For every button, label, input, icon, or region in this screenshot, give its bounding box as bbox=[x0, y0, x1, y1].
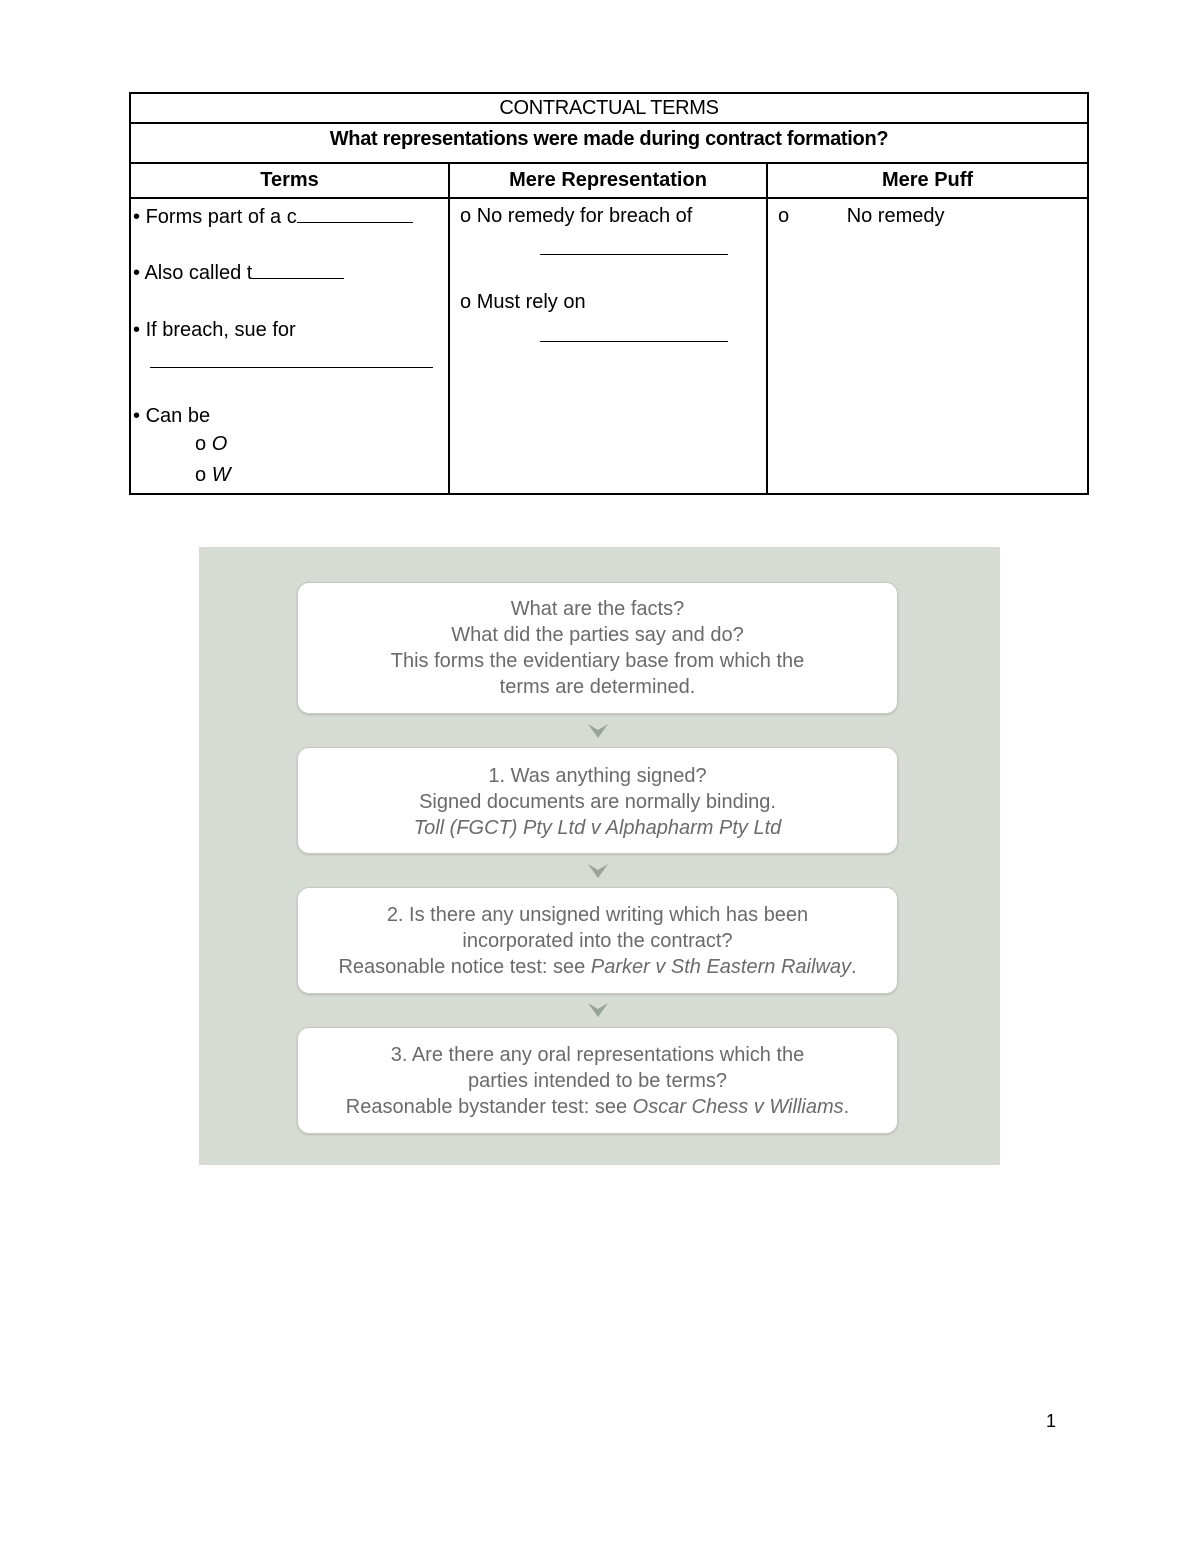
mere-representation-cell bbox=[449, 198, 767, 494]
terms-item-4: • Can be bbox=[133, 405, 211, 427]
sub-bullet-icon: o bbox=[460, 205, 472, 227]
table-question: What representations were made during contract formation? bbox=[130, 123, 1088, 163]
header-mere-puff: Mere Puff bbox=[767, 163, 1088, 198]
bullet-icon: • bbox=[133, 405, 141, 427]
terms-cell bbox=[130, 198, 449, 494]
sub-bullet-icon: o bbox=[460, 291, 472, 313]
terms-item-3: • If breach, sue for bbox=[133, 319, 296, 341]
fill-in-blank bbox=[540, 341, 728, 342]
chevron-down-icon bbox=[587, 723, 609, 739]
terms-item-1: • Forms part of a c bbox=[133, 204, 413, 229]
flow-box-signed: 1. Was anything signed? Signed documents are normally binding. Toll (FGCT) Pty Ltd v Alphapharm Pty Ltd bbox=[297, 747, 898, 854]
chevron-down-icon bbox=[587, 863, 609, 879]
sub-bullet-icon: o bbox=[195, 433, 207, 455]
header-terms: Terms bbox=[130, 163, 449, 198]
terms-sub-item-2: o W bbox=[195, 464, 231, 486]
flowchart-panel bbox=[199, 547, 1000, 1165]
fill-in-blank bbox=[297, 204, 413, 223]
table-title: CONTRACTUAL TERMS bbox=[130, 93, 1088, 123]
fill-in-blank bbox=[540, 254, 728, 255]
sub-bullet-icon: o bbox=[195, 464, 207, 486]
contractual-terms-table bbox=[129, 92, 1089, 495]
terms-sub-item-1: o O bbox=[195, 433, 228, 455]
puff-item-1: o No remedy bbox=[778, 205, 945, 227]
flow-box-facts: What are the facts? What did the parties say and do? This forms the evidentiary base from which the terms are determined. bbox=[297, 582, 898, 714]
chevron-down-icon bbox=[587, 1002, 609, 1018]
fill-in-blank bbox=[252, 260, 344, 279]
flow-box-oral-representations: 3. Are there any oral representations which the parties intended to be terms? Reasonable bystander test: see Oscar Chess v Williams. bbox=[297, 1027, 898, 1134]
sub-bullet-icon: o bbox=[778, 205, 790, 227]
page-number: 1 bbox=[1046, 1411, 1057, 1431]
bullet-icon: • bbox=[133, 206, 141, 228]
rep-item-1: o No remedy for breach of bbox=[460, 205, 693, 227]
header-mere-representation: Mere Representation bbox=[449, 163, 767, 198]
fill-in-blank bbox=[150, 367, 433, 368]
rep-item-2: o Must rely on bbox=[460, 291, 586, 313]
flow-box-unsigned-writing: 2. Is there any unsigned writing which has been incorporated into the contract? Reasonable notice test: see Parker v Sth Eastern Railway. bbox=[297, 887, 898, 994]
mere-puff-cell bbox=[767, 198, 1088, 494]
bullet-icon: • bbox=[133, 262, 141, 284]
bullet-icon: • bbox=[133, 319, 141, 341]
terms-item-2: • Also called t bbox=[133, 260, 344, 285]
